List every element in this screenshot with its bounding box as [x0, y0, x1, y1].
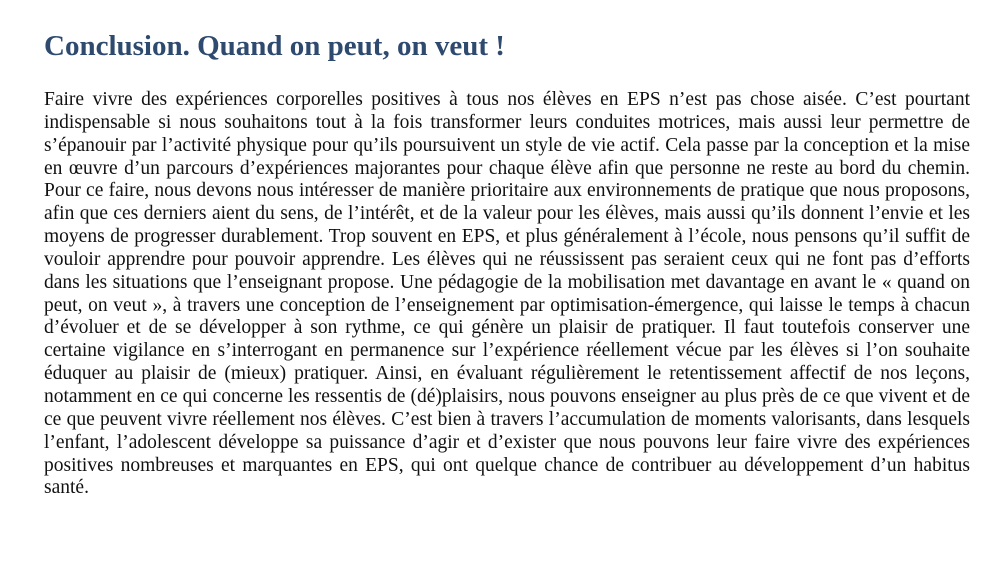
section-title: Conclusion. Quand on peut, on veut ! [44, 30, 505, 62]
body-paragraph: Faire vivre des expériences corporelles positives à tous nos élèves en EPS n’est pas chose aisée. C’est pourtant indispensable si nous souhaitons tout à la fois transformer leurs conduites motrices, mais aussi leur permettre de s’épanouir par l’activité physique pour qu’ils poursuivent un style de vie actif. Cela passe par la conception et la mise en œuvre d’un parcours d’expériences majorantes pour chaque élève afin que personne ne reste au bord du chemin. Pour ce faire, nous devons nous intéresser de manière prioritaire aux environnements de pratique que nous proposons, afin que ces derniers aient du sens, de l’intérêt, et de la valeur pour les élèves, mais aussi qu’ils donnent l’envie et les moyens de progresser durablement. Trop souvent en EPS, et plus généralement à l’école, nous pensons qu’il suffit de vouloir apprendre pour pouvoir apprendre. Les élèves qui ne réussissent pas seraient ceux qui ne font pas d’efforts dans les situations que l’enseignant propose. Une pédagogie de la mobilisation met davantage en avant le « quand on peut, on veut », à travers une conception de l’enseignement par optimisation-émergence, qui laisse le temps à chacun d’évoluer et de se développer à son rythme, ce qui génère un plaisir de pratiquer. Il faut toutefois conserver une certaine vigilance en s’interrogant en permanence sur l’expérience réellement vécue par les élèves si l’on souhaite éduquer au plaisir de (mieux) pratiquer. Ainsi, en évaluant régulièrement le retentissement affectif de nos leçons, notamment en ce qui concerne les ressentis de (dé)plaisirs, nous pouvons enseigner au plus près de ce que vivent et de ce que peuvent vivre réellement nos élèves. C’est bien à travers l’accumulation de moments valorisants, dans lesquels l’enfant, l’adolescent développe sa puissance d’agir et d’exister que nous pouvons leur faire vivre des expériences positives nombreuses et marquantes en EPS, qui ont quelque chance de contribuer au développement d’un habitus santé. [44, 89, 970, 499]
